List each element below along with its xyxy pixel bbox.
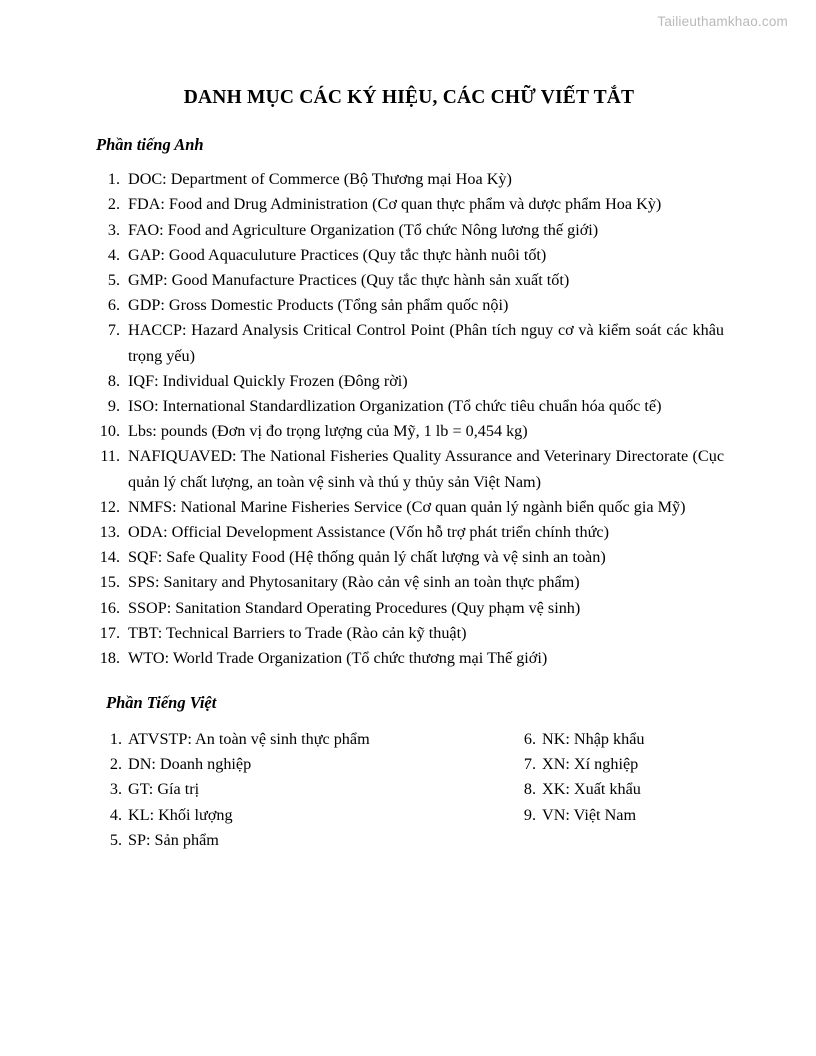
list-item-text: SSOP: Sanitation Standard Operating Procedures (Quy phạm vệ sinh) xyxy=(128,598,581,617)
list-item-number: 3. xyxy=(109,780,122,799)
list-item-number: 1. xyxy=(107,170,120,189)
list-item-text: GAP: Good Aquaculuture Practices (Quy tắc thực hành nuôi tốt) xyxy=(128,245,547,264)
list-item-number: 2. xyxy=(107,195,120,214)
list-item-number: 16. xyxy=(99,598,120,617)
list-item-number: 4. xyxy=(109,805,122,824)
list-item-text: TBT: Technical Barriers to Trade (Rào cản kỹ thuật) xyxy=(128,623,467,642)
list-item-number: 7. xyxy=(523,755,536,774)
english-section-heading: Phần tiếng Anh xyxy=(96,135,204,155)
list-item xyxy=(94,596,724,621)
list-item-text: IQF: Individual Quickly Frozen (Đông rời) xyxy=(128,371,408,390)
list-item-text: GT: Gía trị xyxy=(128,780,200,799)
list-item xyxy=(94,621,724,646)
list-item xyxy=(94,293,724,318)
list-item-text: KL: Khối lượng xyxy=(128,805,233,824)
list-item xyxy=(522,752,645,777)
list-item xyxy=(94,243,724,268)
list-item-number: 6. xyxy=(107,296,120,315)
list-item-number: 14. xyxy=(99,548,120,567)
list-item-text: WTO: World Trade Organization (Tổ chức thương mại Thế giới) xyxy=(128,649,548,668)
list-item xyxy=(94,520,724,545)
list-item-text: SPS: Sanitary and Phytosanitary (Rào cản vệ sinh an toàn thực phẩm) xyxy=(128,573,580,592)
list-item-text: XK: Xuất khẩu xyxy=(542,780,641,799)
list-item-number: 7. xyxy=(107,321,120,340)
vietnamese-section-heading: Phần Tiếng Việt xyxy=(106,693,217,713)
list-item xyxy=(94,369,724,394)
list-item xyxy=(94,167,724,192)
page-title: DANH MỤC CÁC KÝ HIỆU, CÁC CHỮ VIẾT TẮT xyxy=(183,87,635,108)
vietnamese-left-column xyxy=(108,727,370,853)
list-item-number: 10. xyxy=(99,422,120,441)
list-item-text: GDP: Gross Domestic Products (Tổng sản phẩm quốc nội) xyxy=(128,296,509,315)
vietnamese-right-column xyxy=(522,727,645,828)
list-item-text: ATVSTP: An toàn vệ sinh thực phẩm xyxy=(128,730,370,749)
list-item-text: SP: Sản phẩm xyxy=(128,830,219,849)
list-item-text: DN: Doanh nghiệp xyxy=(128,755,252,774)
list-item-number: 1. xyxy=(109,730,122,749)
list-item-number: 13. xyxy=(99,523,120,542)
list-item xyxy=(94,646,724,671)
list-item-text: HACCP: Hazard Analysis Critical Control Point (Phân tích nguy cơ và kiểm soát các khâu trọng yếu) xyxy=(128,321,724,365)
document-content xyxy=(94,86,724,855)
list-item-text: SQF: Safe Quality Food (Hệ thống quản lý chất lượng và vệ sinh an toàn) xyxy=(128,548,606,567)
list-item xyxy=(94,495,724,520)
list-item-text: Lbs: pounds (Đơn vị đo trọng lượng của Mỹ, 1 lb = 0,454 kg) xyxy=(128,422,528,441)
list-item xyxy=(94,318,724,368)
english-abbreviation-list xyxy=(94,167,724,671)
list-item xyxy=(94,545,724,570)
list-item-text: NAFIQUAVED: The National Fisheries Quality Assurance and Veterinary Directorate (Cục quản lý chất lượng, an toàn vệ sinh và thú y thủy sản Việt Nam) xyxy=(128,447,724,491)
list-item-text: ISO: International Standardlization Organization (Tổ chức tiêu chuẩn hóa quốc tế) xyxy=(128,397,662,416)
list-item-text: XN: Xí nghiệp xyxy=(542,755,639,774)
list-item-text: NK: Nhập khẩu xyxy=(542,730,645,749)
list-item xyxy=(108,803,370,828)
list-item xyxy=(108,752,370,777)
list-item-number: 11. xyxy=(100,447,120,466)
list-item-number: 6. xyxy=(523,730,536,749)
list-item xyxy=(522,777,645,802)
list-item-text: VN: Việt Nam xyxy=(542,805,637,824)
watermark-label: Tailieuthamkhao.com xyxy=(657,14,788,29)
list-item-number: 3. xyxy=(107,220,120,239)
list-item-number: 8. xyxy=(523,780,536,799)
list-item-text: FAO: Food and Agriculture Organization (Tổ chức Nông lương thế giới) xyxy=(128,220,599,239)
list-item-number: 9. xyxy=(107,397,120,416)
vietnamese-abbreviation-columns xyxy=(108,727,724,855)
list-item xyxy=(108,727,370,752)
list-item-text: DOC: Department of Commerce (Bộ Thương mại Hoa Kỳ) xyxy=(128,170,512,189)
list-item-number: 4. xyxy=(107,245,120,264)
list-item-number: 5. xyxy=(109,830,122,849)
list-item xyxy=(94,218,724,243)
list-item-number: 17. xyxy=(99,623,120,642)
list-item-text: GMP: Good Manufacture Practices (Quy tắc thực hành sản xuất tốt) xyxy=(128,271,570,289)
list-item xyxy=(108,828,370,853)
list-item xyxy=(108,777,370,802)
list-item-number: 5. xyxy=(107,271,120,289)
list-item-number: 12. xyxy=(99,497,120,516)
list-item-text: ODA: Official Development Assistance (Vốn hỗ trợ phát triển chính thức) xyxy=(128,523,609,542)
list-item xyxy=(94,570,724,595)
list-item xyxy=(94,444,724,494)
list-item-number: 18. xyxy=(99,649,120,668)
list-item-text: NMFS: National Marine Fisheries Service (Cơ quan quản lý ngành biển quốc gia Mỹ) xyxy=(128,497,686,516)
list-item xyxy=(94,394,724,419)
list-item-text: FDA: Food and Drug Administration (Cơ quan thực phẩm và dược phẩm Hoa Kỳ) xyxy=(128,195,662,214)
list-item xyxy=(522,727,645,752)
list-item xyxy=(94,192,724,217)
list-item-number: 8. xyxy=(107,371,120,390)
list-item-number: 9. xyxy=(523,805,536,824)
list-item xyxy=(94,419,724,444)
list-item xyxy=(94,268,724,293)
list-item-number: 2. xyxy=(109,755,122,774)
list-item-number: 15. xyxy=(99,573,120,592)
list-item xyxy=(522,803,645,828)
